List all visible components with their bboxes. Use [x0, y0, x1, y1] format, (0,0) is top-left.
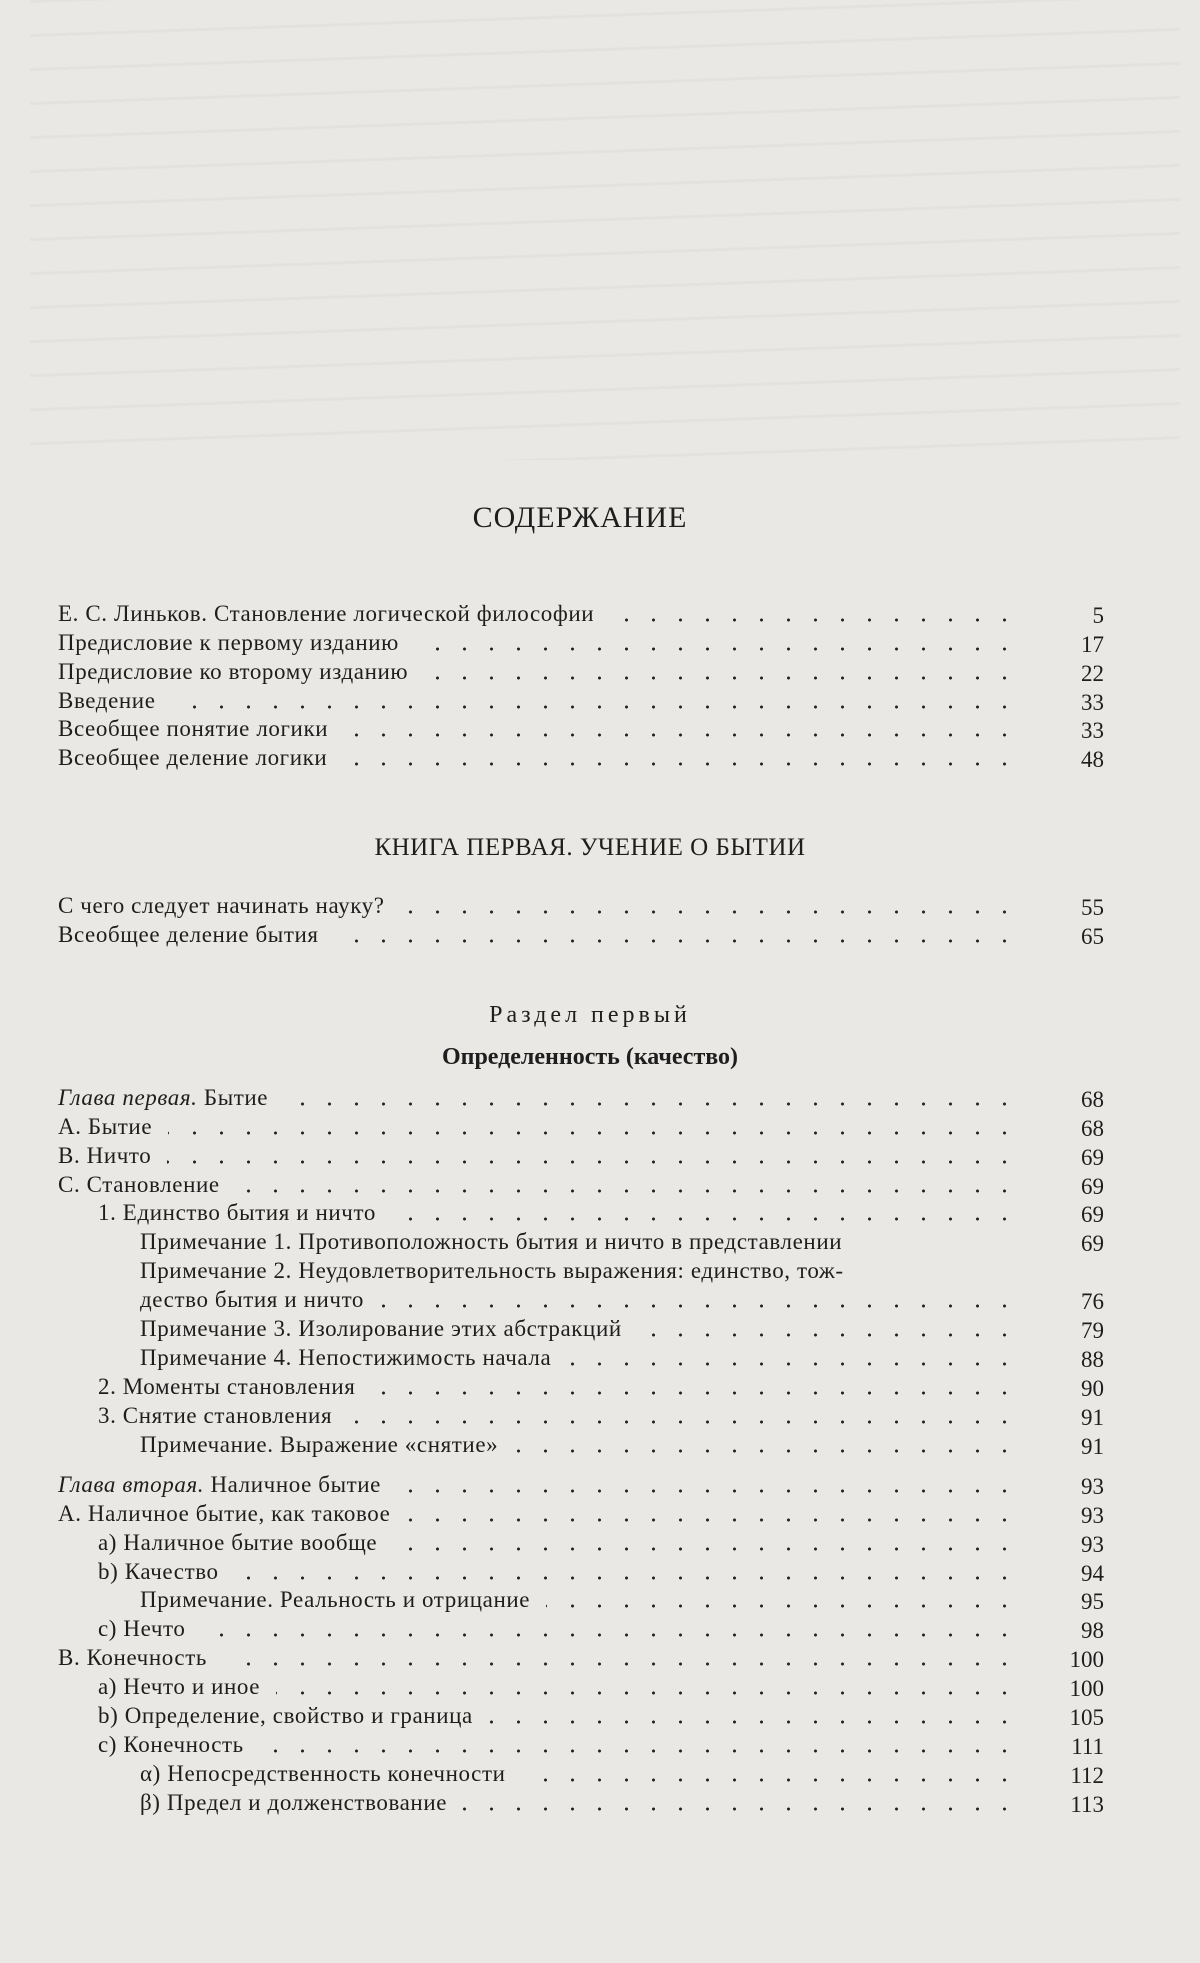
- page-number: 17: [1081, 631, 1104, 657]
- dot-leader: [201, 1633, 1018, 1637]
- page-number: 93: [1081, 1531, 1104, 1557]
- page-number: 113: [1070, 1791, 1104, 1817]
- toc-entry: [0, 1645, 1200, 1674]
- page-number: 68: [1081, 1115, 1104, 1141]
- toc-entry-title: [98, 1674, 260, 1700]
- toc-entry-title: [58, 1085, 268, 1111]
- section-subheading: Определенность (качество): [441, 1044, 739, 1070]
- toc-entry: [0, 745, 1200, 774]
- dot-leader: [172, 705, 1018, 709]
- toc-entry-text: B. Ничто: [58, 1142, 152, 1168]
- toc-entry-text: Наличное бытие: [204, 1471, 381, 1497]
- toc-entry-text: Примечание 1. Противоположность бытия и ничто в представлении: [140, 1229, 843, 1255]
- toc-entry-title: [98, 1732, 244, 1758]
- toc-entry-title: [58, 1645, 207, 1671]
- toc-entry-text: α) Непосредственность конечности: [140, 1760, 506, 1786]
- dot-leader: [424, 676, 1018, 680]
- page-number: 55: [1081, 894, 1104, 920]
- toc-entry-text: Примечание 2. Неудовлетворительность выражения: единство, тож-: [140, 1258, 844, 1284]
- toc-entry: [0, 1732, 1200, 1761]
- toc-entry-text: b) Определение, свойство и граница: [98, 1703, 473, 1729]
- toc-entry-title: [98, 1616, 185, 1642]
- bleed-through-texture: [30, 0, 1180, 460]
- dot-leader: [236, 1189, 1018, 1193]
- page-number: 93: [1081, 1502, 1104, 1528]
- toc-entry: [0, 1472, 1200, 1501]
- toc-entry-title: [58, 1114, 152, 1140]
- toc-entry-title: [140, 1229, 842, 1255]
- dot-leader: [344, 733, 1018, 737]
- toc-entry-title: [58, 1172, 220, 1198]
- section-heading: Раздел первый: [489, 1002, 691, 1028]
- toc-entry-text: A. Наличное бытие, как таковое: [58, 1500, 391, 1526]
- toc-entry-title: [58, 922, 319, 948]
- toc-entry: [0, 1374, 1200, 1403]
- toc-entry: [0, 1703, 1200, 1732]
- page-number: 98: [1081, 1618, 1104, 1644]
- toc-entry: [0, 1588, 1200, 1617]
- toc-entry-title: [58, 1472, 381, 1498]
- toc-entry: [0, 1559, 1200, 1588]
- page-number: 76: [1081, 1289, 1104, 1315]
- toc-entry-text: Предисловие ко второму изданию: [58, 658, 409, 684]
- toc-entry-text: C. Становление: [58, 1171, 220, 1197]
- page-number: 5: [1092, 602, 1104, 628]
- dot-leader: [393, 1547, 1018, 1551]
- toc-entry-title: [58, 688, 156, 714]
- toc-entry-title: [140, 1761, 506, 1787]
- page-number: 48: [1081, 747, 1104, 773]
- toc-entry: [0, 1790, 1200, 1819]
- toc-chapter-two: [0, 1472, 1200, 1819]
- toc-entry-text: c) Конечность: [98, 1731, 244, 1757]
- dot-leader: [546, 1604, 1018, 1608]
- toc-entry-title: [58, 893, 385, 919]
- toc-entry-title: [58, 601, 594, 627]
- toc-entry-text: A. Бытие: [58, 1113, 153, 1139]
- toc-entry-title: [58, 630, 399, 656]
- dot-leader: [415, 647, 1018, 651]
- dot-leader: [348, 1420, 1018, 1424]
- toc-entry-title: [140, 1345, 551, 1371]
- toc-entry-text: Е. С. Линьков. Становление логической философии: [58, 600, 595, 626]
- dot-leader: [235, 1576, 1018, 1580]
- toc-entry-title: [98, 1703, 473, 1729]
- dot-leader: [260, 1749, 1018, 1753]
- chapter-label: Глава вторая.: [58, 1471, 205, 1497]
- page-number: 79: [1081, 1318, 1104, 1344]
- page-number: 95: [1081, 1589, 1104, 1615]
- dot-leader: [514, 1449, 1018, 1453]
- page-title: СОДЕРЖАНИЕ: [472, 501, 688, 534]
- toc-entry-text: 2. Моменты становления: [98, 1373, 356, 1399]
- dot-leader: [610, 618, 1018, 622]
- toc-entry-title: [98, 1403, 332, 1429]
- toc-entry-title: [58, 1143, 151, 1169]
- dot-leader: [168, 1131, 1018, 1135]
- toc-entry-text: Введение: [58, 687, 156, 713]
- page-number: 90: [1081, 1375, 1104, 1401]
- toc-entry-text: B. Конечность: [58, 1645, 207, 1671]
- toc-entry: [0, 1432, 1200, 1461]
- toc-entry: [0, 659, 1200, 688]
- toc-entry: [0, 1345, 1200, 1374]
- toc-entry-text: β) Предел и долженствование: [140, 1789, 448, 1815]
- toc-entry-text: 3. Снятие становления: [98, 1402, 333, 1428]
- toc-entry-title: [58, 745, 327, 771]
- toc-entry: [0, 1403, 1200, 1432]
- toc-entry: [0, 1114, 1200, 1143]
- toc-entry-title: [140, 1587, 530, 1613]
- toc-entry-text: Примечание 4. Непостижимость начала: [140, 1344, 552, 1370]
- page-number: 105: [1069, 1705, 1104, 1731]
- page-number: 65: [1081, 923, 1104, 949]
- toc-entry-title: [58, 1501, 390, 1527]
- dot-leader: [276, 1691, 1018, 1695]
- dot-leader: [406, 1518, 1018, 1522]
- page-number: 100: [1069, 1647, 1104, 1673]
- toc-entry-title: [140, 1432, 498, 1458]
- page-number: 100: [1069, 1676, 1104, 1702]
- toc-entry: [0, 1674, 1200, 1703]
- page-number: 69: [1081, 1173, 1104, 1199]
- dot-leader: [380, 1304, 1018, 1308]
- page-number: 69: [1081, 1231, 1104, 1257]
- toc-entry: [0, 601, 1200, 630]
- page-number: 111: [1071, 1733, 1104, 1759]
- dot-leader: [371, 1391, 1018, 1395]
- toc-entry: [0, 893, 1200, 922]
- page-number: 88: [1081, 1346, 1104, 1372]
- page-number: 112: [1070, 1762, 1104, 1788]
- toc-entry: [0, 1085, 1200, 1114]
- dot-leader: [638, 1333, 1018, 1337]
- dot-leader: [463, 1807, 1018, 1811]
- toc-entry-title: [98, 1530, 377, 1556]
- page-number: 33: [1081, 718, 1104, 744]
- page-number: 69: [1081, 1144, 1104, 1170]
- toc-entry: [0, 922, 1200, 951]
- toc-entry: [0, 1530, 1200, 1559]
- toc-entry: [0, 1201, 1200, 1230]
- chapter-label: Глава первая.: [58, 1084, 198, 1110]
- toc-book-intro: [0, 893, 1200, 951]
- toc-entry-text: a) Нечто и иное: [98, 1674, 261, 1700]
- toc-entry: [0, 1143, 1200, 1172]
- dot-leader: [392, 1217, 1018, 1221]
- dot-leader: [401, 910, 1018, 914]
- toc-entry-title: [98, 1200, 376, 1226]
- toc-entry-text: Всеобщее деление логики: [58, 745, 328, 771]
- page-number: 69: [1081, 1202, 1104, 1228]
- toc-entry-text: Всеобщее деление бытия: [58, 921, 319, 947]
- book-heading: КНИГА ПЕРВАЯ. УЧЕНИЕ О БЫТИИ: [374, 834, 806, 861]
- dot-leader: [284, 1102, 1018, 1106]
- toc-entry-text: a) Наличное бытие вообще: [98, 1529, 378, 1555]
- toc-entry-text: Примечание 3. Изолирование этих абстракций: [140, 1316, 622, 1342]
- page-number: 91: [1081, 1433, 1104, 1459]
- dot-leader: [522, 1778, 1018, 1782]
- toc-entry: [0, 1761, 1200, 1790]
- toc-entry-text: c) Нечто: [98, 1616, 186, 1642]
- toc-entry-title: [58, 659, 408, 685]
- toc-entry-text: дество бытия и ничто: [140, 1287, 365, 1313]
- toc-entry: [0, 1501, 1200, 1530]
- toc-entry-text: Примечание. Реальность и отрицание: [140, 1587, 531, 1613]
- page-number: 33: [1081, 689, 1104, 715]
- dot-leader: [167, 1160, 1018, 1164]
- toc-entry: [0, 1616, 1200, 1645]
- toc-entry-title: [98, 1374, 355, 1400]
- toc-entry-text: С чего следует начинать науку?: [58, 892, 385, 918]
- toc-entry: [0, 1258, 1200, 1287]
- dot-leader: [223, 1662, 1018, 1666]
- toc-entry-text: b) Качество: [98, 1558, 219, 1584]
- toc-entry-title: [58, 716, 328, 742]
- toc-entry: [0, 630, 1200, 659]
- toc-chapter-one: [0, 1085, 1200, 1461]
- dot-leader: [489, 1720, 1018, 1724]
- dot-leader: [335, 939, 1018, 943]
- page-number: 94: [1081, 1560, 1104, 1586]
- page-number: 91: [1081, 1404, 1104, 1430]
- toc-entry: [0, 688, 1200, 717]
- toc-front-matter: [0, 601, 1200, 774]
- toc-entry: [0, 1316, 1200, 1345]
- toc-entry-title: [140, 1316, 622, 1342]
- toc-entry-title: [140, 1790, 447, 1816]
- toc-entry-text: Предисловие к первому изданию: [58, 629, 399, 655]
- toc-entry-title: [98, 1559, 219, 1585]
- page-number: 93: [1081, 1473, 1104, 1499]
- toc-entry-text: Примечание. Выражение «снятие»: [140, 1431, 499, 1457]
- toc-entry-text: Бытие: [197, 1084, 269, 1110]
- page-number: 22: [1081, 660, 1104, 686]
- dot-leader: [397, 1489, 1018, 1493]
- dot-leader: [343, 762, 1018, 766]
- toc-entry: [0, 1287, 1200, 1316]
- toc-entry-title: [140, 1258, 844, 1284]
- toc-entry-text: Всеобщее понятие логики: [58, 716, 329, 742]
- toc-entry: [0, 1229, 1200, 1258]
- toc-entry: [0, 1172, 1200, 1201]
- toc-entry-text: 1. Единство бытия и ничто: [98, 1200, 376, 1226]
- toc-entry: [0, 717, 1200, 746]
- toc-entry-title: [140, 1287, 364, 1313]
- page-number: 68: [1081, 1086, 1104, 1112]
- dot-leader: [567, 1362, 1018, 1366]
